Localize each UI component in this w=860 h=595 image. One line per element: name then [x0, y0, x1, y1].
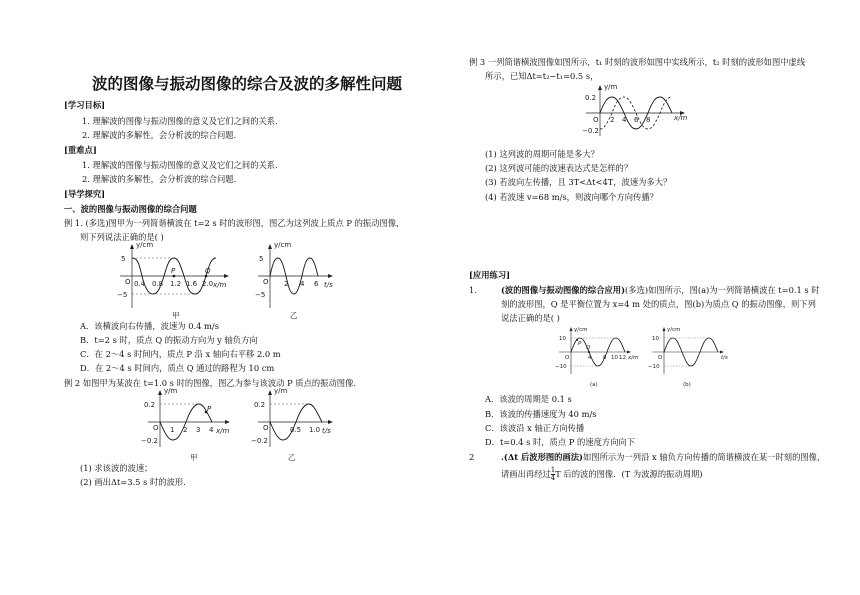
example-1-option-d: D．在 2～4 s 时间内，质点 Q 通过的路程为 10 cm [80, 363, 275, 373]
x-tick: 4 [588, 355, 592, 361]
y-tick-neg: −5 [255, 291, 266, 299]
guide-heading: [导学探究] [64, 189, 106, 199]
origin-label: O [125, 278, 131, 286]
practice-1-wave-graph [555, 328, 640, 388]
point-q-label: Q [586, 345, 591, 351]
practice-heading: [应用练习] [469, 270, 511, 280]
x-tick: 0.4 [134, 280, 146, 288]
y-tick-neg: −10 [555, 364, 567, 370]
example-3-question-1: (1) 这列波的周期可能是多大？ [485, 149, 599, 159]
x-label: x/m [674, 114, 688, 122]
x-tick: 8 [603, 355, 607, 361]
example-1-stem: 例 1. (多选)图甲为一列简谐横波在 t=2 s 时的波形图，图乙为这列波上质点 P 的振动图像， [64, 218, 405, 228]
point-p-label: P [578, 341, 582, 347]
page-title: 波的图像与振动图像的综合及波的多解性问题 [92, 75, 403, 93]
y-label: y/m [164, 387, 178, 395]
x-tick: 1.2 [170, 280, 182, 288]
x-tick: 1 [170, 426, 175, 434]
fraction-denominator: 4 [550, 474, 556, 482]
example-3-stem-cont: 所示，已知Δt=t₂−t₁=0.5 s， [485, 71, 599, 81]
t-tick: 6 [314, 280, 319, 288]
y-label: y/m [274, 387, 288, 395]
x-axis-arrow [224, 274, 229, 278]
example-3-question-3: (3) 若波向左传播，且 3T<Δt<4T，波速为多大？ [485, 177, 672, 187]
y-axis-arrow [158, 390, 162, 395]
practice-1-topic: (波的图像与振动图像的综合应用) [501, 285, 626, 295]
origin-label: O [593, 116, 599, 124]
y-label: y/cm [574, 327, 588, 333]
origin-label: O [658, 355, 663, 361]
y-tick-pos: 10 [559, 336, 566, 342]
ex3-wave-graph [582, 83, 697, 141]
x-tick: 4 [622, 116, 627, 124]
t-tick: 4 [300, 280, 305, 288]
x-tick: 0.8 [152, 280, 164, 288]
x-label: x/m [216, 427, 230, 435]
point-p [173, 275, 176, 278]
practice-2-stem-text: 如图所示为一列沿 x 轴负方向传播的简谐横波在某一时刻的图像， [582, 452, 826, 462]
ex2-wave-graph [140, 387, 240, 462]
graph-caption: (b) [683, 382, 691, 388]
graph-caption: (a) [590, 382, 598, 388]
section-heading: 一、波的图像与振动图像的综合问题 [64, 204, 197, 214]
y-tick-pos: 5 [259, 255, 264, 263]
y-axis-arrow [598, 85, 602, 90]
y-tick-neg: −10 [648, 364, 660, 370]
x-tick: 3 [196, 426, 201, 434]
point-q [588, 351, 590, 353]
t-tick: 2 [284, 280, 289, 288]
y-tick-pos: 0.2 [254, 401, 266, 409]
x-axis-arrow [627, 351, 631, 354]
practice-1-option-d: D．t=0.4 s 时，质点 P 的速度方向向下 [485, 437, 636, 447]
x-axis-arrow [225, 420, 230, 424]
y-label: y/m [604, 83, 618, 91]
example-3-stem: 例 3 一列简谐横波图像如图所示，t₁ 时刻的波形如图中实线所示，t₂ 时刻的波形如图中虚线 [469, 57, 806, 67]
practice-1-stem-cont: 刻的波形图，Q 是平衡位置为 x=4 m 处的质点，图(b)为质点 Q 的振动图像，则下列 [501, 299, 816, 309]
x-tick: 2.0 [202, 280, 214, 288]
y-tick-neg: −0.2 [251, 437, 268, 445]
ex1-wave-graph [112, 241, 237, 321]
example-1-option-b: B．t=2 s 时，质点 Q 的振动方向为 y 轴负方向 [80, 335, 258, 345]
example-3-question-2: (2) 这列波可能的波速表达式是怎样的？ [485, 163, 633, 173]
point-p-label: P [171, 267, 176, 275]
example-1-option-c: C．在 2～4 s 时间内，质点 P 沿 x 轴向右平移 2.0 m [80, 349, 281, 359]
x-label: x/m [628, 355, 639, 361]
t-tick: 0.5 [290, 426, 302, 434]
graph-caption: 乙 [288, 453, 296, 462]
practice-2-stem-suffix: T 后的波的图像．(T 为波源的振动周期) [555, 469, 703, 479]
example-3-question-4: (4) 若波速 v=68 m/s，则波向哪个方向传播？ [485, 192, 658, 202]
practice-1-stem-text: (多选)如图所示，图(a)为一列简谐横波在 t=0.1 s 时 [625, 285, 820, 295]
example-2-question-2: (2) 画出Δt=3.5 s 时的波形. [80, 477, 186, 487]
t-label: t/s [324, 281, 333, 289]
origin-label: O [263, 424, 269, 432]
x-tick: 2 [183, 426, 188, 434]
y-tick-pos: 0.2 [585, 94, 597, 102]
origin-label: O [153, 424, 159, 432]
example-2-question-1: (1) 求该波的波速； [80, 463, 153, 473]
t-label: t/s [322, 427, 331, 435]
goal-item-2: 2. 理解波的多解性，会分析波的综合问题. [82, 130, 237, 140]
y-label: y/cm [136, 241, 154, 249]
example-2-stem: 例 2 如图甲为某波在 t=1.0 s 时的图像，图乙为参与该波动 P 质点的振动图像. [64, 378, 357, 388]
t-axis-arrow [328, 274, 333, 278]
y-label: y/cm [667, 327, 681, 333]
practice-1-option-b: B．该波的传播速度为 40 m/s [485, 409, 597, 419]
practice-1-option-c: C．该波沿 x 轴正方向传播 [485, 423, 585, 433]
practice-2-stem-cont [501, 467, 703, 482]
graph-caption: 甲 [190, 453, 198, 462]
graph-caption: 乙 [290, 311, 298, 320]
point-p-label: P [207, 405, 212, 413]
y-axis-arrow [268, 390, 272, 395]
x-tick: 12 [619, 355, 626, 361]
y-tick-neg: −0.2 [141, 437, 158, 445]
y-axis-arrow [570, 327, 573, 331]
key-item-1: 1. 理解波的图像与振动图像的意义及它们之间的关系. [82, 160, 278, 170]
y-axis-arrow [268, 244, 272, 249]
y-tick-neg: −0.2 [582, 127, 599, 135]
point-q [205, 275, 208, 278]
x-tick: 8 [646, 116, 651, 124]
practice-1-number: 1. [469, 285, 477, 295]
x-tick: 4 [209, 426, 214, 434]
x-tick: 1.6 [186, 280, 198, 288]
goals-heading: [学习目标] [64, 100, 106, 110]
t-axis-arrow [328, 420, 333, 424]
goal-item-1: 1. 理解波的图像与振动图像的意义及它们之间的关系. [82, 116, 278, 126]
practice-2-number: 2 [469, 452, 475, 462]
y-tick-pos: 10 [652, 336, 659, 342]
t-axis-arrow [720, 351, 724, 354]
y-label: y/cm [274, 241, 292, 249]
origin-label: O [565, 355, 570, 361]
practice-1-vibration-graph [648, 328, 733, 388]
practice-2-topic: .(Δt 后波形图的画法) [501, 452, 583, 462]
ex2-vibration-graph [250, 387, 340, 462]
key-item-2: 2. 理解波的多解性，会分析波的综合问题. [82, 174, 237, 184]
x-tick: 10 [611, 355, 618, 361]
y-tick-neg: −5 [117, 291, 128, 299]
y-axis-arrow [663, 327, 666, 331]
practice-2-stem-prefix: 请画出再经过 [501, 469, 551, 479]
t-tick: 1.0 [309, 426, 321, 434]
practice-1-stem [501, 285, 820, 296]
practice-1-stem-end: 说法正确的是( ) [501, 313, 560, 323]
practice-2-stem [501, 452, 825, 463]
x-tick: 6 [634, 116, 639, 124]
example-1-stem-cont: 则下列说法正确的是( ) [80, 232, 164, 242]
point-q-label: Q [205, 267, 211, 275]
key-heading: [重难点] [64, 145, 97, 155]
x-tick: 2 [610, 116, 615, 124]
example-1-option-a: A．该横波向右传播，波速为 0.4 m/s [80, 321, 219, 331]
origin-label: O [263, 278, 269, 286]
y-tick-pos: 5 [121, 255, 126, 263]
ex1-vibration-graph [250, 241, 340, 321]
t-label: t/s [721, 355, 728, 361]
fraction-numerator: 1 [550, 466, 556, 474]
graph-caption: 甲 [172, 311, 180, 320]
y-axis-arrow [130, 244, 134, 249]
practice-1-option-a: A．该波的周期是 0.1 s [485, 394, 572, 404]
y-tick-pos: 0.2 [144, 401, 156, 409]
x-label: x/m [213, 281, 227, 289]
